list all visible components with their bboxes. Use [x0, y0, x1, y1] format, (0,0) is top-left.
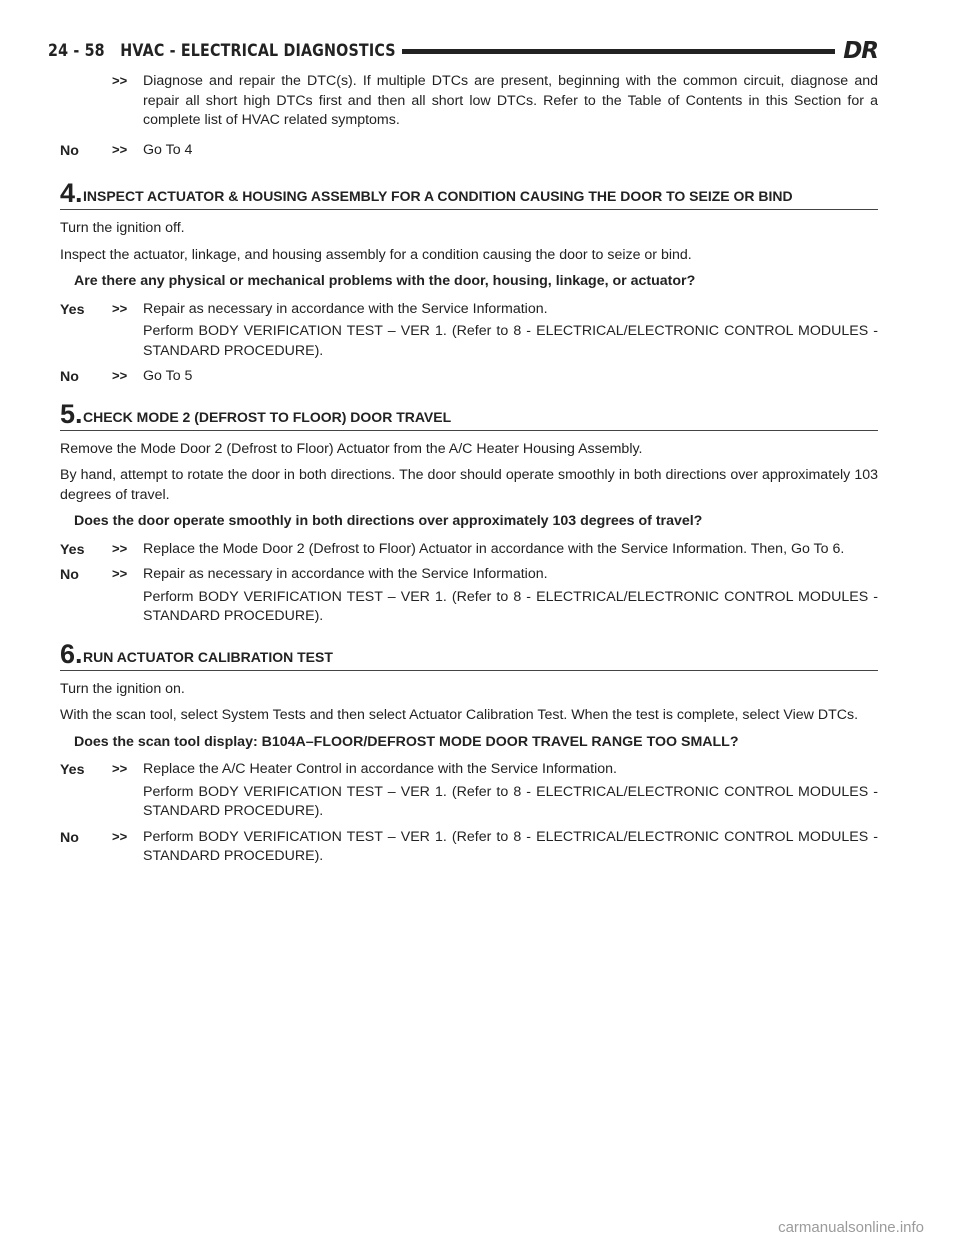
- header-text: [48, 41, 396, 61]
- page-number: 24 - 58: [48, 41, 105, 61]
- step-6-yes-response: [60, 760, 878, 822]
- step-6-heading: [60, 638, 878, 671]
- page-header: [48, 38, 878, 64]
- response-arrow: >>: [112, 761, 128, 776]
- step-5-heading: [60, 398, 878, 431]
- step-5-yes-response: [60, 540, 878, 560]
- response-text: Replace the Mode Door 2 (Defrost to Floor) Actuator in accordance with the Service Information. Then, Go To 6.: [143, 540, 845, 557]
- response-label: No: [60, 567, 79, 583]
- response-text: Perform BODY VERIFICATION TEST – VER 1. (Refer to 8 - ELECTRICAL/ELECTRONIC CONTROL MODULES - STANDARD PROCEDURE).: [143, 323, 878, 359]
- step-5-question: Does the door operate smoothly in both directions over approximately 103 degrees of travel?: [74, 513, 703, 529]
- response-arrow: >>: [112, 566, 128, 581]
- step-4-question: Are there any physical or mechanical problems with the door, housing, linkage, or actuator?: [74, 273, 696, 289]
- step-title: CHECK MODE 2 (DEFROST TO FLOOR) DOOR TRAVEL: [83, 408, 452, 425]
- response-arrow: >>: [112, 828, 128, 844]
- response-label: No: [60, 369, 79, 385]
- response-label: Yes: [60, 541, 85, 558]
- response-text: Repair as necessary in accordance with the Service Information.: [143, 300, 548, 317]
- model-logo: DR: [843, 38, 878, 64]
- step-number: 6.: [60, 638, 83, 669]
- response-text: Replace the A/C Heater Control in accordance with the Service Information.: [143, 761, 617, 777]
- step-5-instruction-2: By hand, attempt to rotate the door in both directions. The door should operate smoothly in both directions over approximately 103 degrees of travel.: [60, 467, 878, 503]
- section-title: HVAC - ELECTRICAL DIAGNOSTICS: [120, 41, 396, 61]
- step-6-question: Does the scan tool display: B104A–FLOOR/DEFROST MODE DOOR TRAVEL RANGE TOO SMALL?: [74, 733, 739, 750]
- step-4-heading: [60, 180, 878, 210]
- step-5-no-response: [60, 565, 878, 627]
- intro-no-response: [60, 141, 878, 161]
- response-text: Repair as necessary in accordance with the Service Information.: [143, 566, 548, 582]
- intro-yes-response: [60, 72, 878, 131]
- step-4-instruction-1: Turn the ignition off.: [60, 220, 185, 236]
- step-6-instruction-2: With the scan tool, select System Tests and then select Actuator Calibration Test. When the test is complete, select View DTCs.: [60, 707, 859, 723]
- step-number: 5.: [60, 398, 83, 429]
- response-arrow: >>: [112, 540, 128, 556]
- response-text: Perform BODY VERIFICATION TEST – VER 1. (Refer to 8 - ELECTRICAL/ELECTRONIC CONTROL MODULES - STANDARD PROCEDURE).: [143, 783, 878, 819]
- response-arrow: >>: [112, 141, 128, 157]
- response-text: Diagnose and repair the DTC(s). If multiple DTCs are present, beginning with the common circuit, diagnose and repair all short high DTCs first and then all short low DTCs. Refer to the Table of Contents in this Section for a complete list of HVAC related symptoms.: [143, 73, 878, 128]
- step-title: RUN ACTUATOR CALIBRATION TEST: [83, 648, 333, 665]
- response-label: No: [60, 142, 79, 159]
- response-text: Perform BODY VERIFICATION TEST – VER 1. (Refer to 8 - ELECTRICAL/ELECTRONIC CONTROL MODULES - STANDARD PROCEDURE).: [143, 828, 878, 864]
- page-content: [60, 72, 878, 873]
- response-arrow: >>: [112, 300, 128, 316]
- response-label: Yes: [60, 762, 85, 778]
- header-rule: [402, 49, 835, 54]
- step-4-instruction-2: Inspect the actuator, linkage, and housing assembly for a condition causing the door to seize or bind.: [60, 246, 692, 263]
- step-6-no-response: [60, 828, 878, 867]
- step-6-instruction-1: Turn the ignition on.: [60, 680, 185, 697]
- step-4-no-response: [60, 367, 878, 387]
- response-label: No: [60, 829, 79, 846]
- step-4-yes-response: [60, 300, 878, 362]
- step-5-instruction-1: Remove the Mode Door 2 (Defrost to Floor) Actuator from the A/C Heater Housing Assembly.: [60, 440, 643, 457]
- response-arrow: >>: [112, 73, 128, 88]
- response-text: Go To 5: [143, 368, 193, 384]
- response-text: Perform BODY VERIFICATION TEST – VER 1. (Refer to 8 - ELECTRICAL/ELECTRONIC CONTROL MODULES - STANDARD PROCEDURE).: [143, 588, 878, 624]
- response-text: Go To 4: [143, 141, 193, 158]
- step-number: 4.: [60, 178, 83, 208]
- watermark: carmanualsonline.info: [778, 1219, 924, 1236]
- step-title: INSPECT ACTUATOR & HOUSING ASSEMBLY FOR A CONDITION CAUSING THE DOOR TO SEIZE OR BIND: [83, 188, 793, 204]
- response-arrow: >>: [112, 368, 128, 383]
- response-label: Yes: [60, 301, 85, 318]
